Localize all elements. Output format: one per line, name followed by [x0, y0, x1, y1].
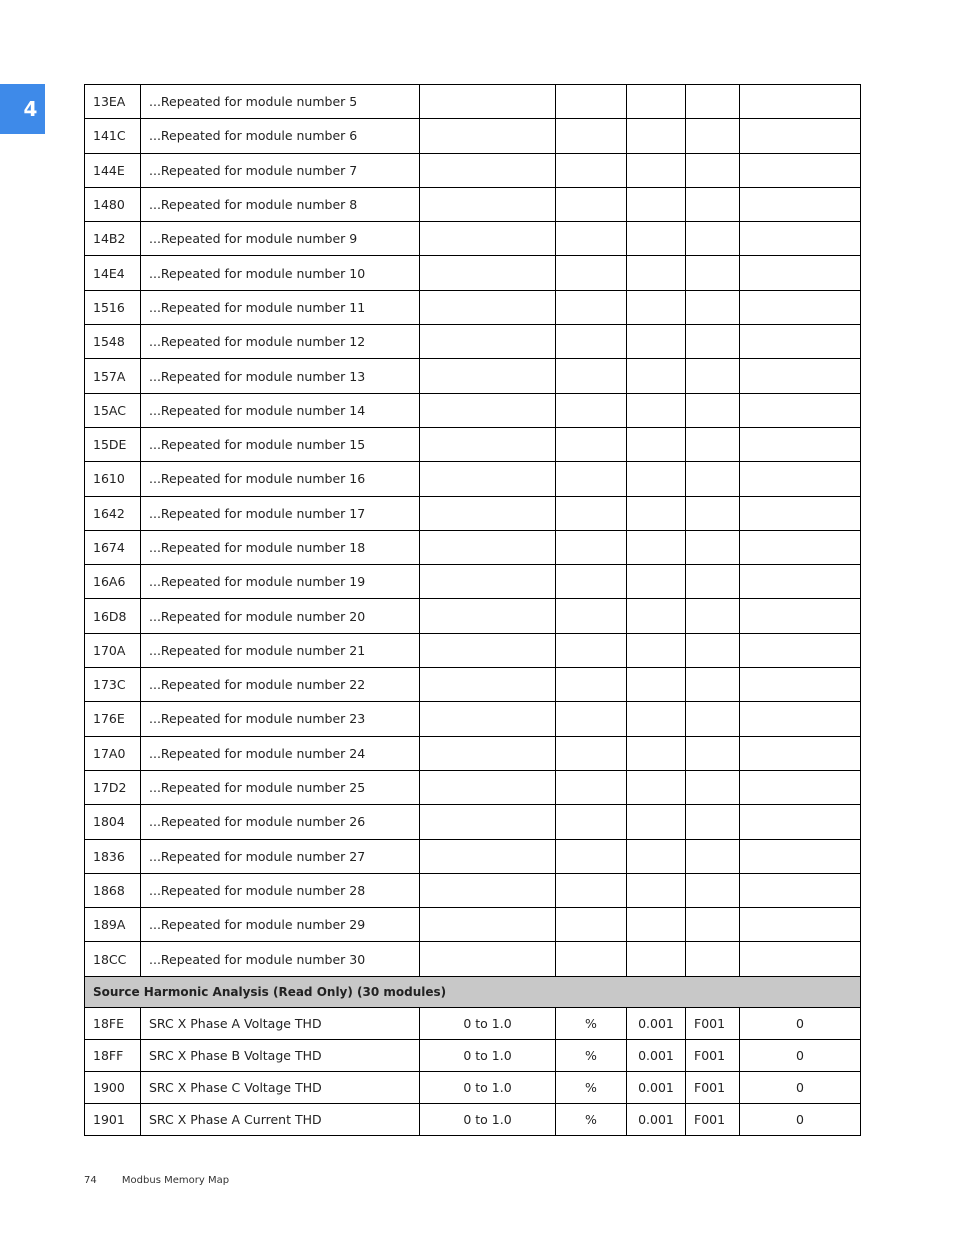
- description-cell: ...Repeated for module number 27: [141, 839, 420, 873]
- description-cell: ...Repeated for module number 23: [141, 702, 420, 736]
- page-footer: [84, 1175, 251, 1186]
- range-cell: [420, 770, 556, 804]
- range-cell: [420, 393, 556, 427]
- table-row: [85, 668, 861, 702]
- range-cell: [420, 325, 556, 359]
- format-cell: [686, 702, 740, 736]
- step-cell: [627, 427, 686, 461]
- description-cell: ...Repeated for module number 12: [141, 325, 420, 359]
- format-cell: [686, 908, 740, 942]
- range-cell: [420, 633, 556, 667]
- format-cell: [686, 873, 740, 907]
- format-cell: [686, 153, 740, 187]
- format-cell: [686, 187, 740, 221]
- format-cell: [686, 633, 740, 667]
- range-cell: 0 to 1.0: [420, 1071, 556, 1103]
- format-cell: [686, 530, 740, 564]
- address-cell: 14B2: [85, 222, 141, 256]
- table-row: [85, 290, 861, 324]
- format-cell: F001: [686, 1103, 740, 1135]
- range-cell: [420, 565, 556, 599]
- units-cell: %: [556, 1103, 627, 1135]
- default-cell: [740, 290, 861, 324]
- range-cell: [420, 873, 556, 907]
- address-cell: 18FE: [85, 1007, 141, 1039]
- range-cell: [420, 908, 556, 942]
- description-cell: ...Repeated for module number 15: [141, 427, 420, 461]
- default-cell: [740, 942, 861, 976]
- address-cell: 157A: [85, 359, 141, 393]
- format-cell: [686, 496, 740, 530]
- range-cell: [420, 290, 556, 324]
- units-cell: [556, 770, 627, 804]
- table-row: [85, 153, 861, 187]
- table-row: [85, 770, 861, 804]
- description-cell: ...Repeated for module number 10: [141, 256, 420, 290]
- table-row: [85, 1071, 861, 1103]
- default-cell: 0: [740, 1007, 861, 1039]
- address-cell: 1548: [85, 325, 141, 359]
- default-cell: [740, 839, 861, 873]
- description-cell: ...Repeated for module number 29: [141, 908, 420, 942]
- address-cell: 1674: [85, 530, 141, 564]
- units-cell: [556, 187, 627, 221]
- units-cell: [556, 427, 627, 461]
- format-cell: F001: [686, 1007, 740, 1039]
- format-cell: [686, 85, 740, 119]
- range-cell: [420, 187, 556, 221]
- units-cell: [556, 119, 627, 153]
- format-cell: [686, 599, 740, 633]
- format-cell: [686, 462, 740, 496]
- address-cell: 1516: [85, 290, 141, 324]
- units-cell: %: [556, 1007, 627, 1039]
- address-cell: 1836: [85, 839, 141, 873]
- units-cell: [556, 668, 627, 702]
- description-cell: ...Repeated for module number 5: [141, 85, 420, 119]
- default-cell: [740, 805, 861, 839]
- address-cell: 16D8: [85, 599, 141, 633]
- description-cell: ...Repeated for module number 24: [141, 736, 420, 770]
- units-cell: [556, 85, 627, 119]
- description-cell: ...Repeated for module number 30: [141, 942, 420, 976]
- default-cell: 0: [740, 1071, 861, 1103]
- address-cell: 1642: [85, 496, 141, 530]
- description-cell: ...Repeated for module number 13: [141, 359, 420, 393]
- units-cell: [556, 393, 627, 427]
- step-cell: [627, 187, 686, 221]
- default-cell: [740, 119, 861, 153]
- address-cell: 189A: [85, 908, 141, 942]
- format-cell: [686, 325, 740, 359]
- table-row: [85, 222, 861, 256]
- step-cell: 0.001: [627, 1039, 686, 1071]
- step-cell: [627, 873, 686, 907]
- format-cell: [686, 222, 740, 256]
- units-cell: [556, 736, 627, 770]
- units-cell: [556, 153, 627, 187]
- units-cell: [556, 908, 627, 942]
- units-cell: [556, 256, 627, 290]
- format-cell: [686, 359, 740, 393]
- address-cell: 170A: [85, 633, 141, 667]
- table-row: [85, 119, 861, 153]
- table-row: [85, 839, 861, 873]
- range-cell: [420, 942, 556, 976]
- table-row: [85, 1007, 861, 1039]
- step-cell: [627, 599, 686, 633]
- step-cell: [627, 290, 686, 324]
- address-cell: 15DE: [85, 427, 141, 461]
- table-row: [85, 1103, 861, 1135]
- units-cell: [556, 565, 627, 599]
- table-row: [85, 427, 861, 461]
- range-cell: [420, 153, 556, 187]
- address-cell: 17A0: [85, 736, 141, 770]
- description-cell: ...Repeated for module number 7: [141, 153, 420, 187]
- description-cell: ...Repeated for module number 11: [141, 290, 420, 324]
- default-cell: [740, 530, 861, 564]
- description-cell: ...Repeated for module number 25: [141, 770, 420, 804]
- address-cell: 17D2: [85, 770, 141, 804]
- table-row: [85, 1039, 861, 1071]
- format-cell: [686, 119, 740, 153]
- step-cell: [627, 805, 686, 839]
- units-cell: [556, 359, 627, 393]
- step-cell: [627, 393, 686, 427]
- step-cell: 0.001: [627, 1103, 686, 1135]
- format-cell: [686, 839, 740, 873]
- range-cell: [420, 496, 556, 530]
- default-cell: [740, 153, 861, 187]
- description-cell: ...Repeated for module number 21: [141, 633, 420, 667]
- range-cell: [420, 668, 556, 702]
- step-cell: [627, 942, 686, 976]
- units-cell: [556, 702, 627, 736]
- table-row: [85, 393, 861, 427]
- range-cell: [420, 359, 556, 393]
- address-cell: 173C: [85, 668, 141, 702]
- range-cell: [420, 85, 556, 119]
- range-cell: [420, 839, 556, 873]
- range-cell: [420, 736, 556, 770]
- format-cell: [686, 770, 740, 804]
- default-cell: [740, 736, 861, 770]
- table-row: [85, 736, 861, 770]
- step-cell: [627, 153, 686, 187]
- step-cell: [627, 530, 686, 564]
- format-cell: [686, 736, 740, 770]
- step-cell: [627, 736, 686, 770]
- description-cell: ...Repeated for module number 16: [141, 462, 420, 496]
- units-cell: [556, 839, 627, 873]
- default-cell: [740, 427, 861, 461]
- table-row: [85, 359, 861, 393]
- page-number: 74: [84, 1175, 97, 1186]
- step-cell: [627, 85, 686, 119]
- description-cell: ...Repeated for module number 8: [141, 187, 420, 221]
- chapter-tab: 4: [0, 84, 45, 134]
- description-cell: ...Repeated for module number 22: [141, 668, 420, 702]
- address-cell: 144E: [85, 153, 141, 187]
- description-cell: ...Repeated for module number 20: [141, 599, 420, 633]
- table-row: [85, 325, 861, 359]
- address-cell: 15AC: [85, 393, 141, 427]
- description-cell: SRC X Phase B Voltage THD: [141, 1039, 420, 1071]
- address-cell: 1610: [85, 462, 141, 496]
- address-cell: 176E: [85, 702, 141, 736]
- default-cell: [740, 222, 861, 256]
- table-row: [85, 908, 861, 942]
- address-cell: 18FF: [85, 1039, 141, 1071]
- description-cell: ...Repeated for module number 6: [141, 119, 420, 153]
- table-row: [85, 599, 861, 633]
- default-cell: [740, 85, 861, 119]
- default-cell: [740, 668, 861, 702]
- table-row: [85, 633, 861, 667]
- table-row: [85, 873, 861, 907]
- default-cell: [740, 633, 861, 667]
- default-cell: [740, 359, 861, 393]
- units-cell: %: [556, 1071, 627, 1103]
- step-cell: [627, 222, 686, 256]
- default-cell: 0: [740, 1103, 861, 1135]
- step-cell: [627, 633, 686, 667]
- address-cell: 13EA: [85, 85, 141, 119]
- format-cell: [686, 668, 740, 702]
- default-cell: [740, 770, 861, 804]
- step-cell: [627, 462, 686, 496]
- format-cell: [686, 427, 740, 461]
- table-row: [85, 256, 861, 290]
- format-cell: [686, 942, 740, 976]
- description-cell: ...Repeated for module number 28: [141, 873, 420, 907]
- table-row: [85, 942, 861, 976]
- default-cell: [740, 256, 861, 290]
- units-cell: [556, 496, 627, 530]
- address-cell: 1901: [85, 1103, 141, 1135]
- units-cell: %: [556, 1039, 627, 1071]
- description-cell: ...Repeated for module number 17: [141, 496, 420, 530]
- step-cell: 0.001: [627, 1007, 686, 1039]
- address-cell: 18CC: [85, 942, 141, 976]
- default-cell: [740, 565, 861, 599]
- step-cell: [627, 908, 686, 942]
- format-cell: [686, 805, 740, 839]
- format-cell: [686, 565, 740, 599]
- units-cell: [556, 873, 627, 907]
- step-cell: 0.001: [627, 1071, 686, 1103]
- description-cell: ...Repeated for module number 26: [141, 805, 420, 839]
- default-cell: [740, 187, 861, 221]
- default-cell: 0: [740, 1039, 861, 1071]
- default-cell: [740, 702, 861, 736]
- units-cell: [556, 805, 627, 839]
- address-cell: 141C: [85, 119, 141, 153]
- step-cell: [627, 256, 686, 290]
- description-cell: ...Repeated for module number 18: [141, 530, 420, 564]
- range-cell: [420, 427, 556, 461]
- range-cell: [420, 222, 556, 256]
- range-cell: 0 to 1.0: [420, 1103, 556, 1135]
- default-cell: [740, 325, 861, 359]
- default-cell: [740, 393, 861, 427]
- range-cell: 0 to 1.0: [420, 1039, 556, 1071]
- step-cell: [627, 496, 686, 530]
- address-cell: 1804: [85, 805, 141, 839]
- table-row: [85, 530, 861, 564]
- range-cell: [420, 119, 556, 153]
- default-cell: [740, 496, 861, 530]
- units-cell: [556, 325, 627, 359]
- format-cell: F001: [686, 1071, 740, 1103]
- table-row: [85, 805, 861, 839]
- step-cell: [627, 359, 686, 393]
- address-cell: 1900: [85, 1071, 141, 1103]
- range-cell: 0 to 1.0: [420, 1007, 556, 1039]
- step-cell: [627, 325, 686, 359]
- format-cell: F001: [686, 1039, 740, 1071]
- format-cell: [686, 256, 740, 290]
- description-cell: SRC X Phase A Current THD: [141, 1103, 420, 1135]
- table-row: [85, 85, 861, 119]
- description-cell: ...Repeated for module number 19: [141, 565, 420, 599]
- default-cell: [740, 908, 861, 942]
- footer-section-title: Modbus Memory Map: [121, 1175, 230, 1186]
- section-header-row: [85, 976, 861, 1007]
- step-cell: [627, 565, 686, 599]
- table-row: [85, 462, 861, 496]
- step-cell: [627, 702, 686, 736]
- default-cell: [740, 873, 861, 907]
- step-cell: [627, 119, 686, 153]
- units-cell: [556, 530, 627, 564]
- units-cell: [556, 222, 627, 256]
- modbus-memory-map-table: [84, 84, 861, 1136]
- format-cell: [686, 393, 740, 427]
- address-cell: 1868: [85, 873, 141, 907]
- units-cell: [556, 599, 627, 633]
- default-cell: [740, 462, 861, 496]
- description-cell: SRC X Phase C Voltage THD: [141, 1071, 420, 1103]
- description-cell: ...Repeated for module number 9: [141, 222, 420, 256]
- range-cell: [420, 805, 556, 839]
- units-cell: [556, 942, 627, 976]
- table-row: [85, 187, 861, 221]
- range-cell: [420, 256, 556, 290]
- table-row: [85, 565, 861, 599]
- table-row: [85, 496, 861, 530]
- units-cell: [556, 290, 627, 324]
- range-cell: [420, 462, 556, 496]
- address-cell: 14E4: [85, 256, 141, 290]
- step-cell: [627, 668, 686, 702]
- description-cell: SRC X Phase A Voltage THD: [141, 1007, 420, 1039]
- format-cell: [686, 290, 740, 324]
- address-cell: 1480: [85, 187, 141, 221]
- range-cell: [420, 702, 556, 736]
- units-cell: [556, 633, 627, 667]
- units-cell: [556, 462, 627, 496]
- step-cell: [627, 770, 686, 804]
- range-cell: [420, 530, 556, 564]
- default-cell: [740, 599, 861, 633]
- section-header: Source Harmonic Analysis (Read Only) (30 modules): [85, 976, 861, 1007]
- table-row: [85, 702, 861, 736]
- description-cell: ...Repeated for module number 14: [141, 393, 420, 427]
- range-cell: [420, 599, 556, 633]
- step-cell: [627, 839, 686, 873]
- address-cell: 16A6: [85, 565, 141, 599]
